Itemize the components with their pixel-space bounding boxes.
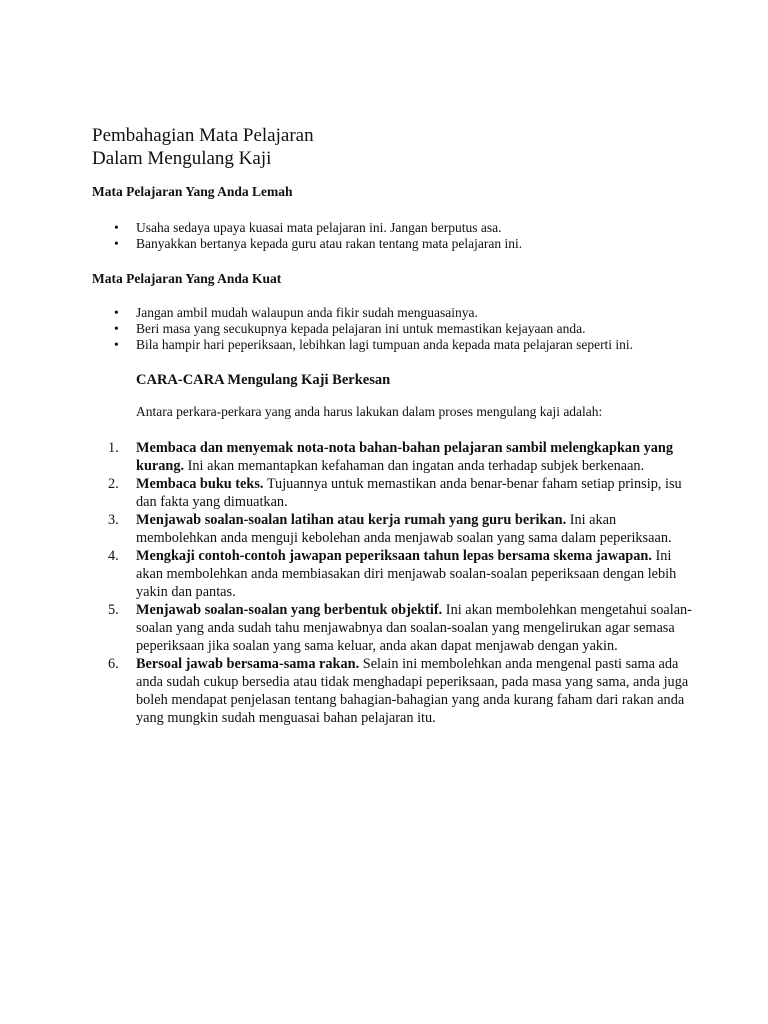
bullet-icon: •: [114, 220, 119, 235]
bullet-text: Jangan ambil mudah walaupun anda fikir sudah menguasainya.: [136, 305, 478, 320]
step-text: Ini akan membolehkan anda menguji kebolehan anda menjawab soalan yang sama dalam peperiksaan.: [136, 512, 672, 546]
bullet-text: Bila hampir hari peperiksaan, lebihkan lagi tumpuan anda kepada mata pelajaran seperti ini.: [136, 337, 634, 352]
step-bold-text: Mengkaji contoh-contoh jawapan peperiksaan tahun lepas bersama skema jawapan.: [136, 548, 652, 564]
list-item: [92, 305, 633, 321]
step-text: Selain ini membolehkan anda mengenal pasti sama ada anda sudah cukup bersedia atau tidak menghadapi peperiksaan, pada masa yang sama, anda juga boleh mendapat penjelasan tentang bahagian-bahagian yang anda kurang faham dari rakan anda yang mungkin sudah menguasai bahan pelajaran itu.: [136, 656, 689, 726]
list-item: [92, 547, 692, 601]
strong-section-list: [92, 305, 633, 353]
bullet-icon: •: [114, 337, 119, 352]
step-bold-text: Bersoal jawab bersama-sama rakan.: [136, 656, 360, 672]
weak-section-list: [92, 220, 522, 252]
step-number: 6.: [108, 656, 119, 672]
step-number: 1.: [108, 440, 119, 456]
step-number: 3.: [108, 512, 119, 528]
bullet-text: Usaha sedaya upaya kuasai mata pelajaran ini. Jangan berputus asa.: [136, 220, 502, 235]
list-item: [92, 655, 692, 727]
cara-steps-list: [92, 439, 692, 727]
title-line-1: Pembahagian Mata Pelajaran: [92, 125, 314, 146]
step-bold-text: Membaca buku teks.: [136, 476, 264, 492]
list-item: [92, 439, 692, 475]
step-bold-text: Menjawab soalan-soalan yang berbentuk objektif.: [136, 602, 443, 618]
step-number: 2.: [108, 476, 119, 492]
list-item: [92, 475, 692, 511]
weak-section-heading: Mata Pelajaran Yang Anda Lemah: [92, 184, 293, 199]
bullet-icon: •: [114, 236, 119, 251]
bullet-icon: •: [114, 321, 119, 336]
cara-heading: CARA-CARA Mengulang Kaji Berkesan: [136, 372, 391, 388]
list-item: [92, 601, 692, 655]
title-line-2: Dalam Mengulang Kaji: [92, 148, 272, 169]
strong-section-heading: Mata Pelajaran Yang Anda Kuat: [92, 271, 282, 286]
list-item: [92, 236, 522, 252]
page-title: [92, 124, 314, 170]
list-item: [92, 337, 633, 353]
step-text: Ini akan memantapkan kefahaman dan ingatan anda terhadap subjek berkenaan.: [184, 458, 645, 474]
step-bold-text: Membaca dan menyemak nota-nota bahan-bahan pelajaran sambil melengkapkan yang kurang.: [136, 440, 673, 474]
step-number: 4.: [108, 548, 119, 564]
cara-intro: Antara perkara-perkara yang anda harus lakukan dalam proses mengulang kaji adalah:: [136, 404, 603, 419]
step-number: 5.: [108, 602, 119, 618]
list-item: [92, 511, 692, 547]
list-item: [92, 220, 522, 236]
step-text: Tujuannya untuk memastikan anda benar-benar faham setiap prinsip, isu dan fakta yang dimuatkan.: [136, 476, 682, 510]
step-bold-text: Menjawab soalan-soalan latihan atau kerja rumah yang guru berikan.: [136, 512, 567, 528]
step-text: Ini akan membolehkan anda membiasakan diri menjawab soalan-soalan peperiksaan dengan lebih yakin dan pantas.: [136, 548, 677, 600]
bullet-text: Banyakkan bertanya kepada guru atau rakan tentang mata pelajaran ini.: [136, 236, 523, 251]
step-text: Ini akan membolehkan mengetahui soalan-soalan yang anda sudah tahu menjawabnya dan soalan-soalan yang mengelirukan agar semasa peperiksaan jika soalan yang sama keluar, anda akan dapat menjawab dengan yakin.: [136, 602, 692, 654]
bullet-icon: •: [114, 305, 119, 320]
list-item: [92, 321, 633, 337]
bullet-text: Beri masa yang secukupnya kepada pelajaran ini untuk memastikan kejayaan anda.: [136, 321, 586, 336]
